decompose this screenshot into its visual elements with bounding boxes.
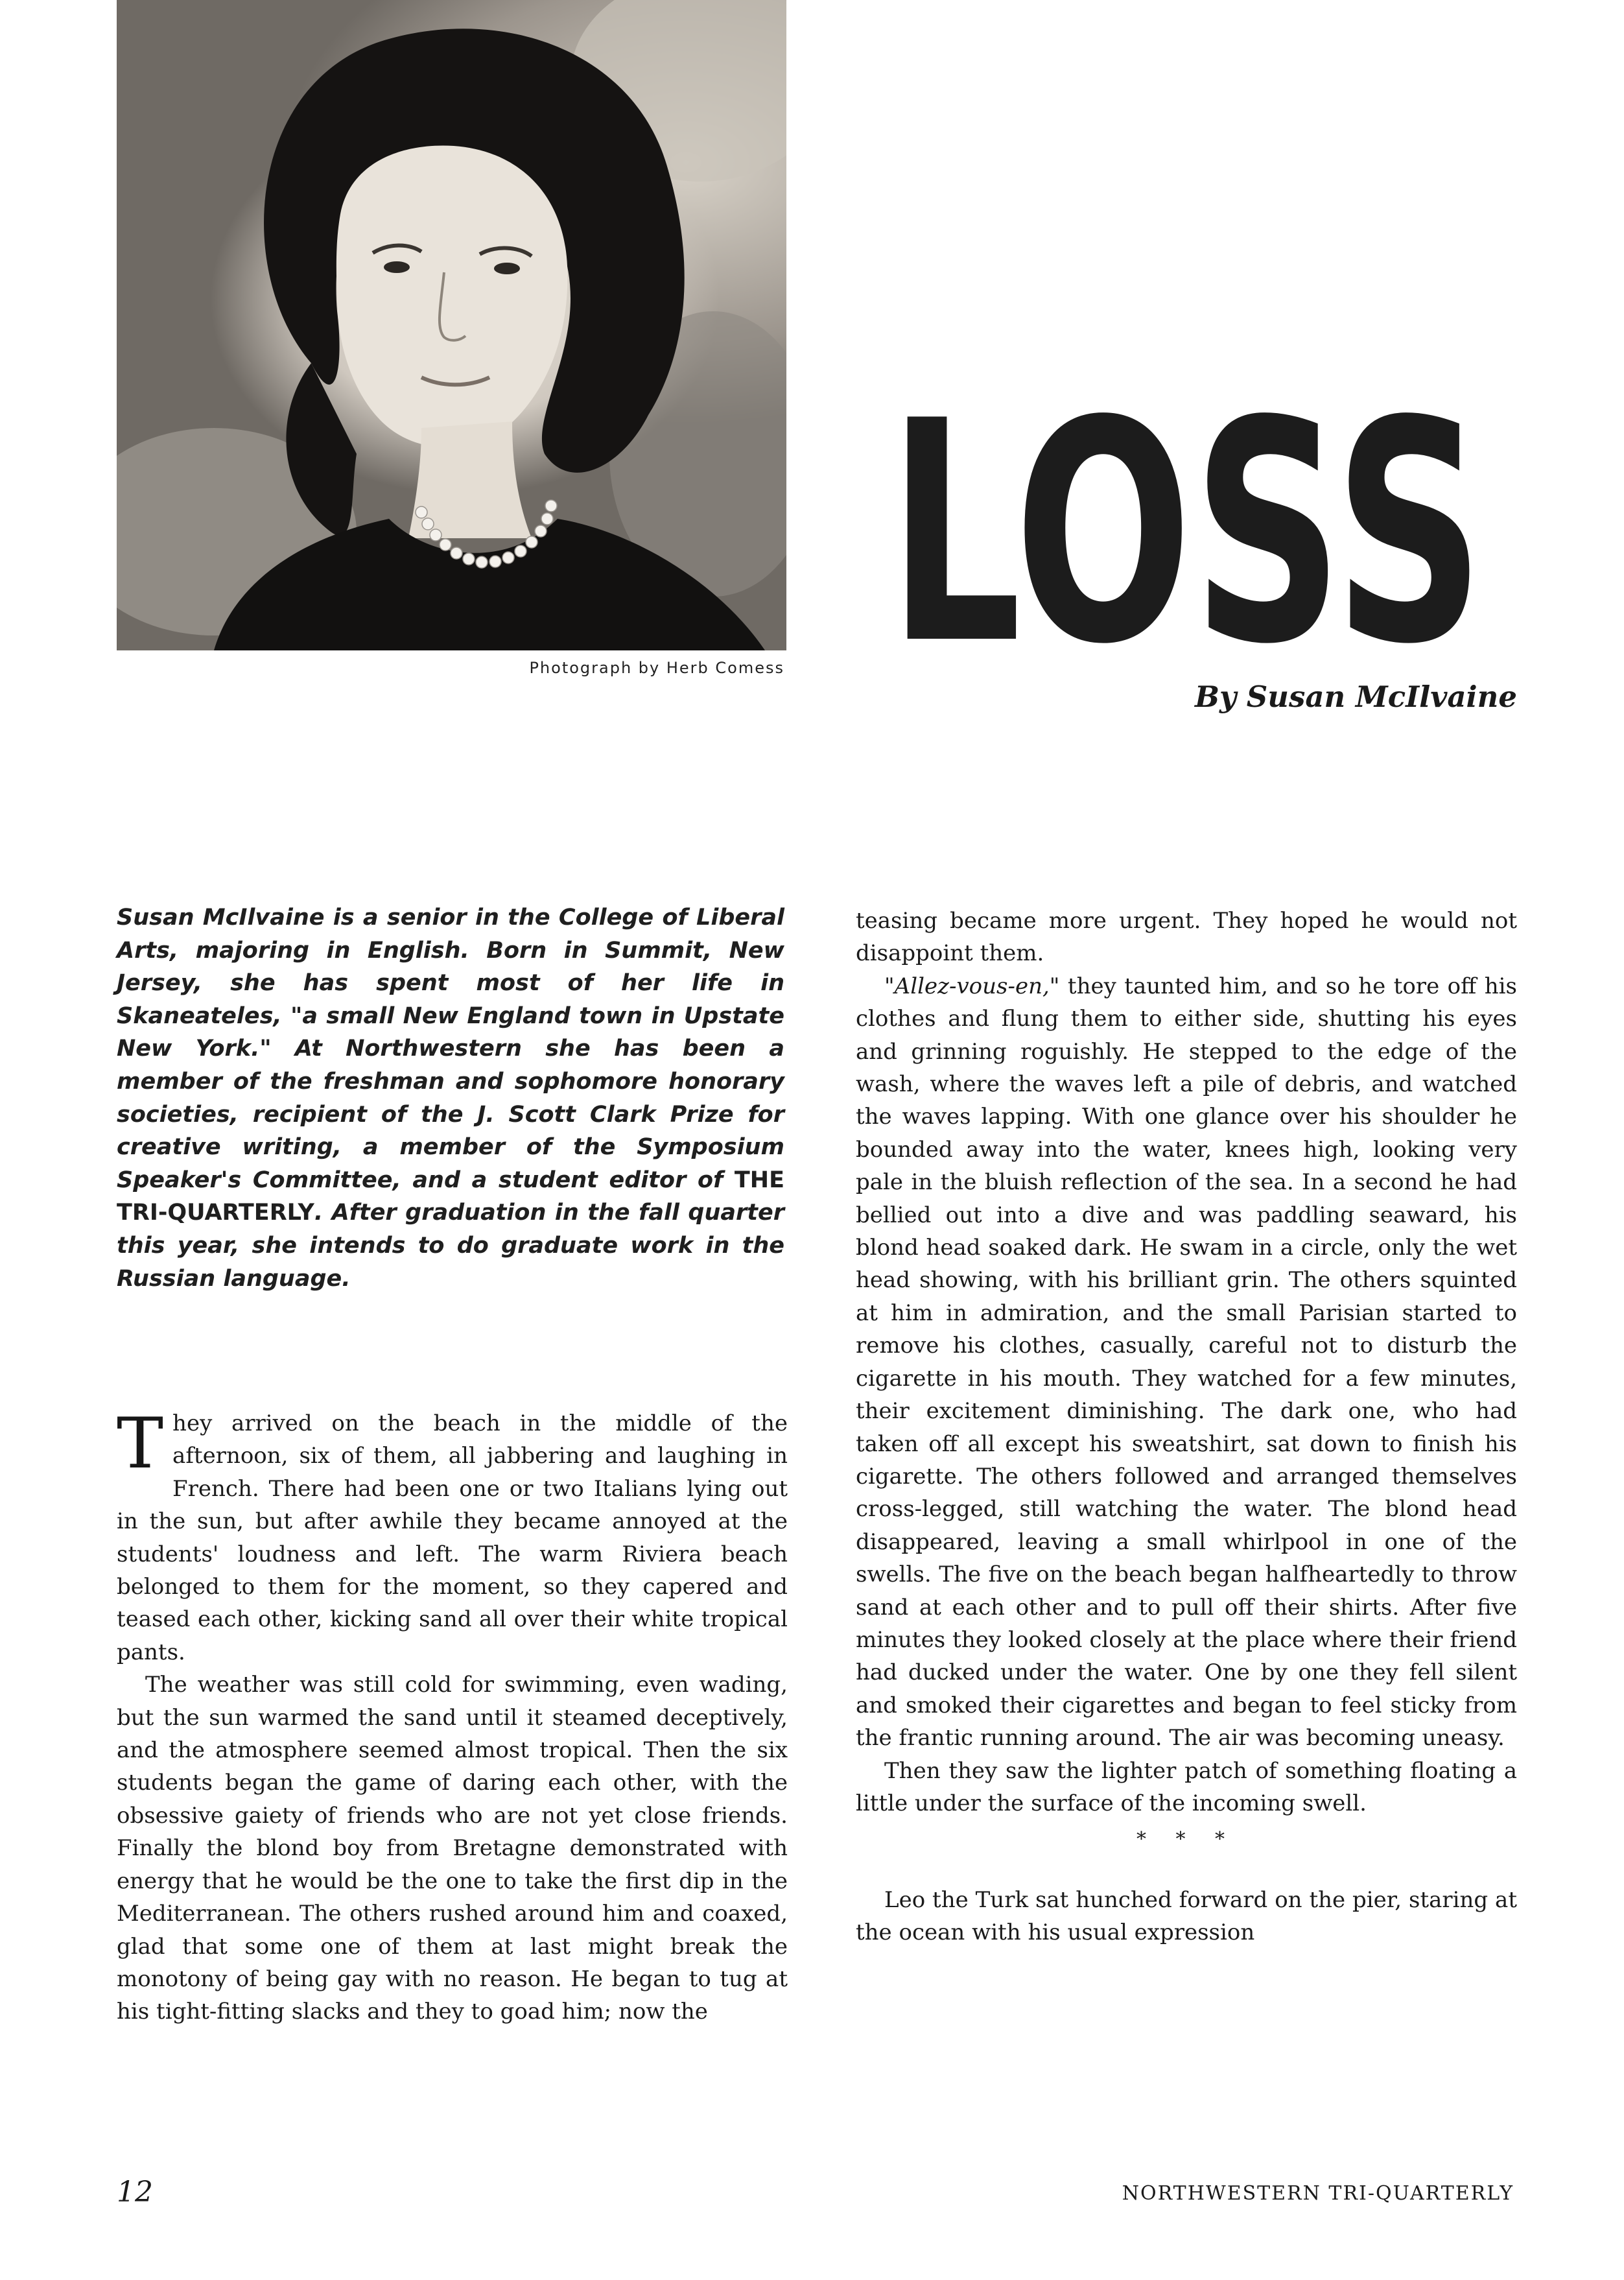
drop-cap: T (117, 1403, 164, 1484)
paragraph-text: hey arrived on the beach in the middle of the afternoon, six of them, all jabbering and laughing in French. There had been one or two Italians lying out in the sun, but after awhile they became annoyed at the students' loudness and left. The warm Riviera beach belonged to them for the moment, so they capered and teased each other, kicking sand all over their white tropical pants. (117, 1410, 788, 1665)
portrait-illustration (117, 0, 786, 650)
running-title: NORTHWESTERN TRI-QUARTERLY (1122, 2182, 1514, 2205)
section-separator: * * * (1136, 1828, 1237, 1851)
bio-text-part1: Susan McIlvaine is a senior in the College of Liberal Arts, majoring in English. Born in Summit, New Jersey, she has spent most of her life in Skaneateles, "a small New England town in Upstate New York." At Northwestern she has been a member of the freshman and sophomore honorary societies, recipient of the J. Scott Clark Prize for creative writing, a member of the Symposium Speaker's Committee, and a student editor of (117, 905, 784, 1193)
bio-magazine-name: THE TRI-QUARTERLY (117, 1167, 784, 1226)
story-column-right (856, 905, 1517, 1949)
author-portrait-photo (117, 0, 786, 650)
story-paragraph: The weather was still cold for swimming, even wading, but the sun warmed the sand until it steamed deceptively, and the atmosphere seemed almost tropical. Then the six students began the game of daring each other, with the obsessive gaiety of friends who are not yet close friends. Finally the blond boy from Bretagne demonstrated with energy that he would be the one to take the first dip in the Mediterranean. The others rushed around him and coaxed, glad that some one of them at last might break the monotony of being gay with no reason. He began to tug at his tight-fitting slacks and they to goad him; now the (117, 1672, 788, 2025)
paragraph-text: they taunted him, and so he tore off his clothes and flung them to either side, shutting his eyes and grinning roguishly. He stepped to the edge of the wash, where the waves left a pile of debris, and watched the waves lapping. With one glance over his shoulder he bounded away into the water, knees high, looking very pale in the bluish reflection of the sea. In a second he had bellied out into a dive and was paddling seaward, his blond head soaked dark. He swam in a circle, only the wet head showing, with his brilliant grin. The others squinted at him in admiration, and the small Parisian started to remove his clothes, casually, careful not to disturb the cigarette in his mouth. They watched for a few minutes, their excitement diminishing. The dark one, who had taken off all except his sweatshirt, sat down to finish his cigarette. The others followed and arranged themselves cross-legged, still watching the water. The blond head disappeared, leaving a small whirlpool in one of the swells. The five on the beach began halfheartedly to throw sand at each other and to pull off their shirts. After five minutes they looked closely at the place where their friend had ducked under the water. One by one they fell silent and smoked their cigarettes and began to feel sticky from the frantic running around. The air was becoming uneasy. (856, 973, 1517, 1752)
story-paragraph (117, 1403, 788, 1668)
page-number: 12 (117, 2176, 153, 2209)
story-paragraph: Then they saw the lighter patch of something floating a little under the surface of the incoming swell. (856, 1757, 1517, 1816)
bio-text-part2: . After graduation in the fall quarter this year, she intends to do graduate work in the Russian language. (117, 1200, 784, 1292)
story-paragraph-continued: teasing became more urgent. They hoped he would not disappoint them. (856, 908, 1517, 967)
byline: By Susan McIlvaine (1194, 680, 1517, 714)
author-bio (117, 901, 784, 1295)
photo-credit: Photograph by Herb Comess (529, 659, 784, 677)
story-paragraph (856, 970, 1517, 1755)
french-quote: "Allez-vous-en," (884, 973, 1060, 999)
story-title (882, 337, 1491, 661)
story-title-text: LOSS (888, 356, 1485, 661)
story-column-left (117, 1403, 788, 2028)
story-paragraph: Leo the Turk sat hunched forward on the pier, staring at the ocean with his usual expression (856, 1886, 1517, 1946)
